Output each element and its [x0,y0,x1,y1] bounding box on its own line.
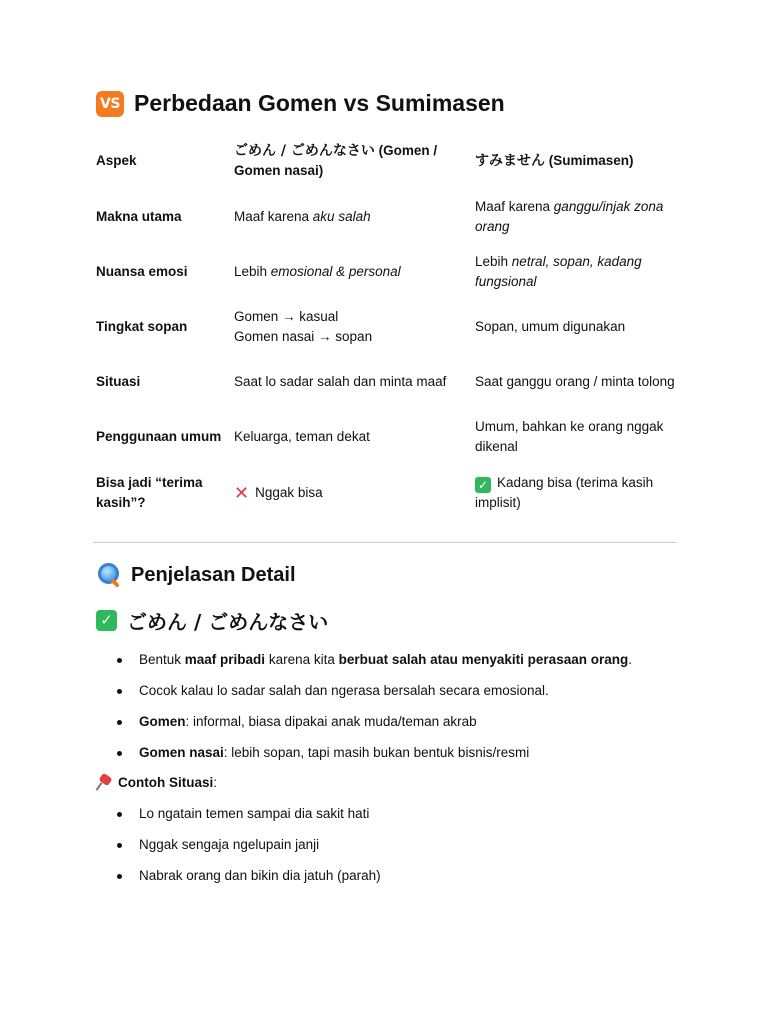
section-heading-text: Penjelasan Detail [131,563,296,586]
main-heading [96,90,505,117]
section-divider [93,542,676,543]
explanation-list [96,650,632,774]
main-heading-text: Perbedaan Gomen vs Sumimasen [134,90,505,116]
pushpin-icon [96,775,112,791]
table-row: Penggunaan umum Keluarga, teman dekat Umum, bahkan ke orang nggak dikenal [96,418,664,454]
table-header-row [96,134,682,188]
list-item: Nggak sengaja ngelupain janji [96,835,381,866]
list-item: Cocok kalau lo sadar salah dan ngerasa bersalah secara emosional. [96,681,632,712]
list-item: Gomen nasai: lebih sopan, tapi masih bukan bentuk bisnis/resmi [96,743,632,774]
list-item: Bentuk maaf pribadi karena kita berbuat salah atau menyakiti perasaan orang. [96,650,632,681]
magnifier-icon [96,562,122,588]
table-row: Tingkat sopan Gomen → kasual Gomen nasai → sopan Sopan, umum digunakan [96,308,626,344]
header-gomen: ごめん / ごめんなさい (Gomen / Gomen nasai) [234,143,438,178]
table-row: Nuansa emosi Lebih emosional & personal Lebih netral, sopan, kadang fungsional [96,254,642,289]
table-row: Makna utama Maaf karena aku salah Maaf karena ganggu/injak zona orang [96,198,664,234]
subsection-heading [96,606,328,635]
section-heading [96,562,296,588]
subsection-heading-text: ごめん / ごめんなさい [127,610,329,634]
table-row: Situasi Saat lo sadar salah dan minta maaf Saat ganggu orang / minta tolong [96,373,675,389]
cross-mark-icon: ✕ [234,482,250,504]
comparison-table [96,134,682,522]
list-item: Lo ngatain temen sampai dia sakit hati [96,804,381,835]
list-item: Gomen: informal, biasa dipakai anak muda/teman akrab [96,712,632,743]
header-sumimasen: すみません (Sumimasen) [475,153,634,169]
example-list [96,804,381,897]
vs-icon: VS [96,91,124,117]
table-row: Bisa jadi “terima kasih”? ✕ Nggak bisa ✓ Kadang bisa (terima kasih implisit) [96,475,654,510]
check-icon: ✓ [96,610,117,631]
check-icon: ✓ [475,477,491,493]
example-label: Contoh Situasi : [96,773,217,793]
header-aspect: Aspek [96,153,137,168]
list-item: Nabrak orang dan bikin dia jatuh (parah) [96,866,381,897]
